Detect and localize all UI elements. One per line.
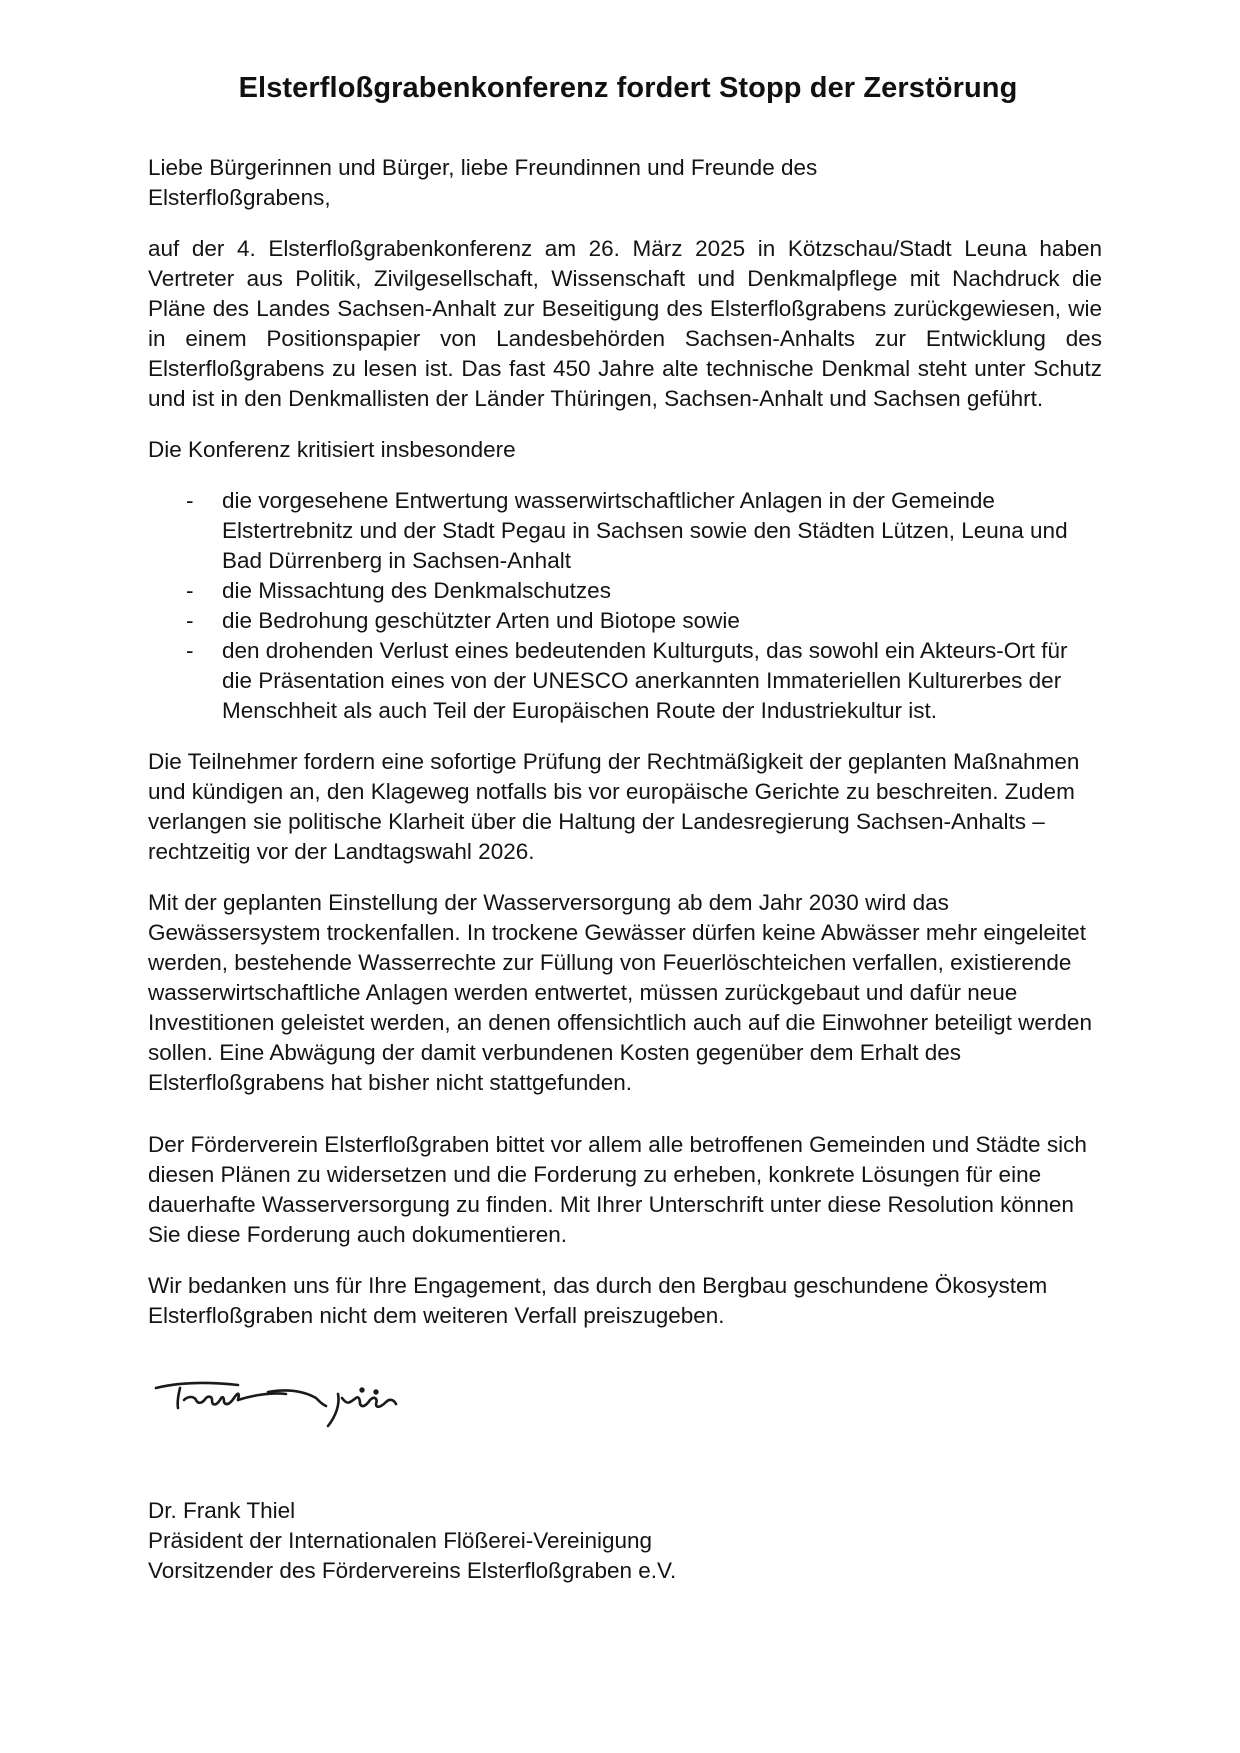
- paragraph-criticism-intro: Die Konferenz kritisiert insbesondere: [148, 437, 516, 462]
- signer-title-1: Präsident der Internationalen Flößerei-Vereinigung: [148, 1528, 653, 1553]
- signature-block: [148, 1496, 1102, 1586]
- bullet-dash: -: [186, 578, 194, 603]
- list-item: [148, 576, 1102, 606]
- criticism-list: [148, 486, 1102, 726]
- signer-title-2: Vorsitzender des Fördervereins Elsterfloßgraben e.V.: [148, 1558, 677, 1583]
- bullet-dash: -: [186, 638, 194, 663]
- list-item: [148, 486, 1102, 576]
- bullet-dash: -: [186, 608, 194, 633]
- document-title: Elsterfloßgrabenkonferenz fordert Stopp der Zerstörung: [238, 72, 1018, 104]
- list-item-text: die Missachtung des Denkmalschutzes: [222, 578, 611, 603]
- list-item-text: die Bedrohung geschützter Arten und Biotope sowie: [222, 608, 740, 633]
- list-item-text: die vorgesehene Entwertung wasserwirtschaftlicher Anlagen in der Gemeinde Elstertrebnitz und der Stadt Pegau in Sachsen sowie den Städten Lützen, Leuna und Bad Dürrenberg in Sachsen-Anhalt: [222, 488, 1068, 573]
- list-item: [148, 636, 1102, 726]
- paragraph-demands: Die Teilnehmer fordern eine sofortige Prüfung der Rechtmäßigkeit der geplanten Maßnahmen und kündigen an, den Klageweg notfalls bis vor europäische Gerichte zu beschreiten. Zudem verlangen sie politische Klarheit über die Haltung der Landesregierung Sachsen-Anhalts – rechtzeitig vor der Landtagswahl 2026.: [148, 749, 1080, 864]
- paragraph-thanks: Wir bedanken uns für Ihre Engagement, das durch den Bergbau geschundene Ökosystem Elsterfloßgraben nicht dem weiteren Verfall preiszugeben.: [148, 1273, 1048, 1328]
- paragraph-intro: auf der 4. Elsterfloßgrabenkonferenz am 26. März 2025 in Kötzschau/Stadt Leuna haben Vertreter aus Politik, Zivilgesellschaft, Wissenschaft und Denkmalpflege mit Nachdruck die Pläne des Landes Sachsen-Anhalt zur Beseitigung des Elsterfloßgrabens zurückgewiesen, wie in einem Positionspapier von Landesbehörden Sachsen-Anhalts zur Entwicklung des Elsterfloßgrabens zu lesen ist. Das fast 450 Jahre alte technische Denkmal steht unter Schutz und ist in den Denkmallisten der Länder Thüringen, Sachsen-Anhalt und Sachsen geführt.: [148, 236, 1102, 411]
- paragraph-water-supply: Mit der geplanten Einstellung der Wasserversorgung ab dem Jahr 2030 wird das Gewässersystem trockenfallen. In trockene Gewässer dürfen keine Abwässer mehr eingeleitet werden, bestehende Wasserrechte zur Füllung von Feuerlöschteichen verfallen, existierende wasserwirtschaftliche Anlagen werden entwertet, müssen zurückgebaut und dafür neue Investitionen geleistet werden, an denen offensichtlich auch auf die Einwohner beteiligt werden sollen. Eine Abwägung der damit verbundenen Kosten gegenüber dem Erhalt des Elsterfloßgrabens hat bisher nicht stattgefunden.: [148, 890, 1092, 1095]
- paragraph-association-request: Der Förderverein Elsterfloßgraben bittet vor allem alle betroffenen Gemeinden und Städte sich diesen Plänen zu widersetzen und die Forderung zu erheben, konkrete Lösungen für eine dauerhafte Wasserversorgung zu finden. Mit Ihrer Unterschrift unter diese Resolution können Sie diese Forderung auch dokumentieren.: [148, 1132, 1087, 1247]
- signer-name: Dr. Frank Thiel: [148, 1498, 296, 1523]
- signature-drawing: [150, 1352, 450, 1462]
- handwritten-signature: [150, 1352, 450, 1462]
- greeting: Liebe Bürgerinnen und Bürger, liebe Freundinnen und Freunde des Elsterfloßgrabens,: [148, 155, 818, 210]
- bullet-dash: -: [186, 488, 194, 513]
- list-item-text: den drohenden Verlust eines bedeutenden Kulturguts, das sowohl ein Akteurs-Ort für die Präsentation eines von der UNESCO anerkannten Immateriellen Kulturerbes der Menschheit als auch Teil der Europäischen Route der Industriekultur ist.: [222, 638, 1068, 723]
- list-item: [148, 606, 1102, 636]
